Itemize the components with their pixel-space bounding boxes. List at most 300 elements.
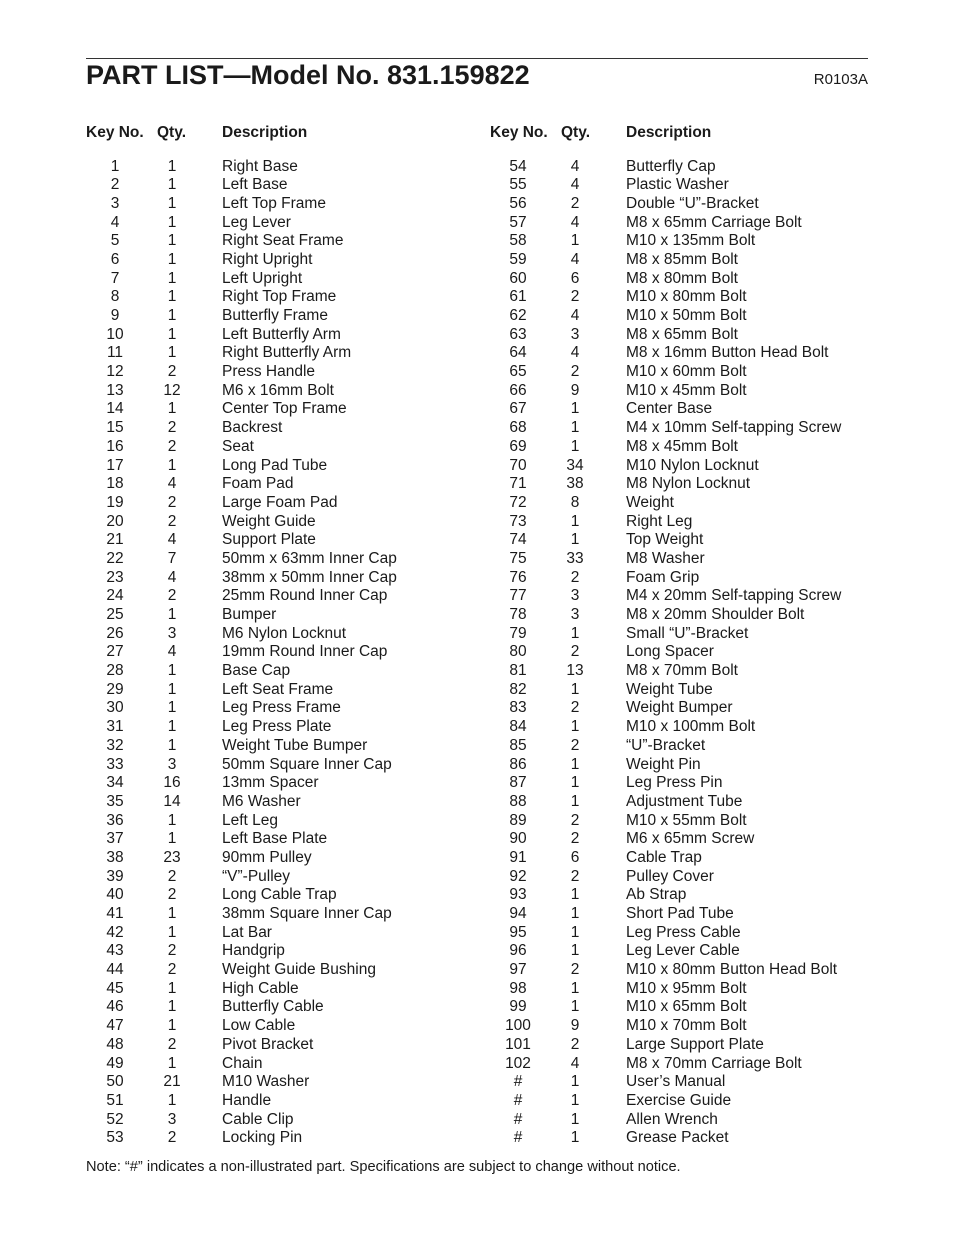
key-no-cell: 87	[509, 774, 527, 792]
table-row	[490, 363, 890, 382]
qty-cell: 1	[167, 736, 177, 754]
table-row	[490, 307, 890, 326]
key-no-cell: 90	[509, 830, 527, 848]
qty-cell: 1	[167, 213, 177, 231]
qty-cell: 14	[163, 792, 181, 810]
description-cell: M8 x 85mm Bolt	[626, 250, 738, 268]
description-cell: Long Cable Trap	[222, 886, 337, 904]
table-row	[86, 793, 486, 812]
table-row	[490, 494, 890, 513]
description-cell: 25mm Round Inner Cap	[222, 587, 388, 605]
qty-cell: 1	[167, 325, 177, 343]
qty-cell: 1	[570, 923, 580, 941]
qty-cell: 1	[570, 998, 580, 1016]
key-no-cell: 19	[106, 493, 124, 511]
qty-cell: 1	[570, 512, 580, 530]
table-row	[490, 214, 890, 233]
description-cell: M10 x 135mm Bolt	[626, 232, 756, 250]
description-cell: M10 Nylon Locknut	[626, 456, 759, 474]
table-row	[86, 419, 486, 438]
description-cell: Weight Guide Bushing	[222, 961, 376, 979]
table-row	[86, 737, 486, 756]
table-row	[86, 513, 486, 532]
description-cell: M4 x 20mm Self-tapping Screw	[626, 587, 842, 605]
description-cell: M8 x 45mm Bolt	[626, 437, 738, 455]
key-no-cell: 55	[509, 176, 527, 194]
qty-cell: 2	[167, 493, 177, 511]
table-header	[490, 124, 890, 150]
description-cell: Double “U”-Bracket	[626, 194, 759, 212]
qty-cell: 1	[167, 680, 177, 698]
table-row	[490, 288, 890, 307]
description-cell: M10 x 95mm Bolt	[626, 979, 747, 997]
description-cell: Grease Packet	[626, 1129, 729, 1147]
table-row	[490, 550, 890, 569]
description-cell: User’s Manual	[626, 1073, 726, 1091]
table-row	[86, 531, 486, 550]
description-cell: M6 Washer	[222, 792, 301, 810]
qty-cell: 1	[570, 886, 580, 904]
key-no-cell: 69	[509, 437, 527, 455]
description-cell: M8 x 20mm Shoulder Bolt	[626, 606, 805, 623]
key-no-cell: 97	[509, 961, 527, 979]
qty-cell: 1	[167, 811, 177, 829]
table-row	[490, 419, 890, 438]
key-no-cell: 32	[106, 736, 124, 754]
description-cell: Locking Pin	[222, 1129, 303, 1147]
description-cell: “U”-Bracket	[626, 736, 706, 754]
key-no-cell: 70	[509, 456, 527, 474]
key-no-cell: 44	[106, 961, 124, 979]
key-no-cell: 7	[110, 269, 120, 287]
table-row	[86, 457, 486, 476]
qty-cell: 2	[570, 288, 580, 306]
description-cell: Bumper	[222, 606, 277, 623]
table-row	[490, 531, 890, 550]
qty-cell: 1	[570, 624, 580, 642]
description-cell: M6 x 16mm Bolt	[222, 381, 334, 399]
description-cell: Right Base	[222, 157, 298, 175]
description-cell: Leg Press Frame	[222, 699, 341, 717]
table-row	[86, 886, 486, 905]
key-no-cell: 40	[106, 886, 124, 904]
table-row	[490, 382, 890, 401]
table-row	[490, 793, 890, 812]
table-row	[490, 662, 890, 681]
table-row	[86, 587, 486, 606]
table-row	[86, 643, 486, 662]
table-row	[490, 232, 890, 251]
qty-cell: 6	[570, 848, 580, 866]
table-row	[86, 176, 486, 195]
key-no-cell: 54	[509, 157, 527, 175]
table-row	[86, 980, 486, 999]
key-no-cell: 37	[106, 830, 124, 848]
description-cell: M6 Nylon Locknut	[222, 624, 347, 642]
qty-cell: 1	[570, 1091, 580, 1109]
table-row	[490, 998, 890, 1017]
table-row	[490, 737, 890, 756]
table-row	[490, 438, 890, 457]
table-row	[86, 774, 486, 793]
qty-cell: 2	[570, 961, 580, 979]
table-row	[490, 961, 890, 980]
parts-rows-left	[86, 158, 486, 1148]
key-no-cell: 20	[106, 512, 124, 530]
qty-cell: 3	[570, 606, 580, 623]
key-no-cell: 64	[509, 344, 527, 362]
table-row	[86, 214, 486, 233]
key-no-cell: 36	[106, 811, 124, 829]
description-cell: Left Top Frame	[222, 194, 326, 212]
description-cell: Short Pad Tube	[626, 905, 734, 922]
key-no-cell: 101	[505, 1035, 531, 1053]
key-no-cell: 82	[509, 680, 527, 698]
key-no-cell: 83	[509, 699, 527, 717]
table-row	[86, 1017, 486, 1036]
key-no-cell: 48	[106, 1035, 124, 1053]
table-row	[490, 625, 890, 644]
qty-cell: 2	[570, 867, 580, 885]
description-cell: M10 x 45mm Bolt	[626, 381, 747, 399]
table-row	[86, 438, 486, 457]
qty-cell: 2	[167, 1129, 177, 1147]
table-row	[86, 830, 486, 849]
table-row	[86, 998, 486, 1017]
table-row	[490, 1129, 890, 1148]
key-no-cell: 10	[106, 325, 124, 343]
qty-cell: 1	[167, 1091, 177, 1109]
qty-cell: 6	[570, 269, 580, 287]
table-row	[86, 382, 486, 401]
description-cell: Pivot Bracket	[222, 1035, 314, 1053]
description-cell: M10 x 70mm Bolt	[626, 1017, 747, 1035]
table-row	[86, 625, 486, 644]
qty-cell: 2	[570, 568, 580, 586]
key-no-cell: 24	[106, 587, 124, 605]
table-row	[490, 924, 890, 943]
key-no-cell: 85	[509, 736, 527, 754]
qty-cell: 2	[167, 886, 177, 904]
key-no-cell: 16	[106, 437, 124, 455]
description-cell: Press Handle	[222, 363, 316, 381]
qty-cell: 2	[570, 811, 580, 829]
key-no-cell: 41	[106, 905, 124, 922]
key-no-cell: 60	[509, 269, 527, 287]
description-cell: M10 x 65mm Bolt	[626, 998, 747, 1016]
qty-cell: 2	[167, 1035, 177, 1053]
key-no-cell: 17	[106, 456, 124, 474]
description-cell: Leg Press Cable	[626, 923, 741, 941]
table-row	[490, 251, 890, 270]
description-cell: Adjustment Tube	[626, 792, 743, 810]
description-cell: Ab Strap	[626, 886, 687, 904]
key-no-cell: 86	[509, 755, 527, 773]
key-no-cell: 6	[110, 250, 120, 268]
description-cell: 38mm Square Inner Cap	[222, 905, 392, 922]
key-no-cell: 42	[106, 923, 124, 941]
key-no-cell: 63	[509, 325, 527, 343]
qty-cell: 3	[570, 587, 580, 605]
key-no-cell: 95	[509, 923, 527, 941]
key-no-cell: 98	[509, 979, 527, 997]
description-cell: Large Foam Pad	[222, 493, 338, 511]
table-row	[490, 587, 890, 606]
description-cell: M10 x 50mm Bolt	[626, 307, 747, 324]
description-cell: 50mm Square Inner Cap	[222, 755, 392, 773]
table-row	[86, 195, 486, 214]
key-no-cell: 2	[110, 176, 120, 194]
description-cell: “V”-Pulley	[222, 867, 291, 885]
key-no-cell: 88	[509, 792, 527, 810]
description-cell: 38mm x 50mm Inner Cap	[222, 568, 397, 586]
qty-cell: 1	[167, 194, 177, 212]
key-no-cell: #	[513, 1091, 523, 1109]
qty-cell: 1	[570, 419, 580, 437]
key-no-cell: 71	[509, 475, 527, 493]
qty-cell: 1	[570, 774, 580, 792]
qty-cell: 1	[570, 531, 580, 549]
qty-cell: 9	[570, 381, 580, 399]
qty-cell: 13	[566, 662, 584, 680]
qty-cell: 8	[570, 493, 580, 511]
key-no-cell: 39	[106, 867, 124, 885]
description-cell: Leg Lever	[222, 213, 291, 231]
table-row	[490, 756, 890, 775]
key-no-cell: 34	[106, 774, 124, 792]
description-cell: Weight Tube Bumper	[222, 736, 368, 754]
description-cell: Exercise Guide	[626, 1091, 732, 1109]
description-cell: M8 x 80mm Bolt	[626, 269, 738, 287]
description-cell: 13mm Spacer	[222, 774, 319, 792]
table-row	[490, 400, 890, 419]
table-row	[490, 718, 890, 737]
key-no-cell: 100	[505, 1017, 531, 1035]
description-cell: M8 x 16mm Button Head Bolt	[626, 344, 829, 362]
qty-cell: 1	[570, 718, 580, 736]
qty-cell: 4	[570, 250, 580, 268]
table-row	[490, 569, 890, 588]
qty-cell: 3	[167, 755, 177, 773]
qty-cell: 1	[167, 250, 177, 268]
qty-cell: 1	[167, 998, 177, 1016]
table-row	[490, 158, 890, 177]
qty-cell: 2	[570, 194, 580, 212]
description-cell: Butterfly Cap	[626, 157, 716, 175]
qty-cell: 1	[167, 923, 177, 941]
description-cell: 19mm Round Inner Cap	[222, 643, 388, 661]
table-row	[86, 812, 486, 831]
description-cell: Center Base	[626, 400, 713, 418]
qty-cell: 1	[167, 307, 177, 324]
description-cell: 90mm Pulley	[222, 848, 312, 866]
key-no-cell: #	[513, 1073, 523, 1091]
qty-cell: 2	[167, 437, 177, 455]
key-no-cell: #	[513, 1129, 523, 1147]
qty-cell: 2	[167, 867, 177, 885]
table-row	[86, 756, 486, 775]
qty-cell: 1	[167, 288, 177, 306]
qty-cell: 1	[570, 400, 580, 418]
key-no-cell: 77	[509, 587, 527, 605]
table-row	[86, 363, 486, 382]
table-row	[86, 849, 486, 868]
description-cell: Foam Grip	[626, 568, 700, 586]
description-cell: Leg Press Plate	[222, 718, 332, 736]
description-cell: M10 x 55mm Bolt	[626, 811, 747, 829]
key-no-cell: 81	[509, 662, 527, 680]
page-title: PART LIST—Model No. 831.159822	[86, 60, 530, 90]
description-cell: High Cable	[222, 979, 299, 997]
key-no-cell: 68	[509, 419, 527, 437]
table-row	[86, 662, 486, 681]
qty-cell: 33	[566, 549, 584, 567]
description-cell: M6 x 65mm Screw	[626, 830, 755, 848]
qty-cell: 1	[167, 662, 177, 680]
key-no-cell: 18	[106, 475, 124, 493]
key-no-header: Key No.	[86, 124, 144, 141]
description-cell: Seat	[222, 437, 254, 455]
key-no-cell: 61	[509, 288, 527, 306]
description-cell: M10 Washer	[222, 1073, 310, 1091]
qty-cell: 2	[167, 363, 177, 381]
qty-cell: 2	[570, 643, 580, 661]
key-no-cell: 1	[110, 157, 120, 175]
table-row	[490, 980, 890, 999]
key-no-cell: 74	[509, 531, 527, 549]
qty-cell: 1	[570, 942, 580, 960]
table-row	[86, 288, 486, 307]
key-no-cell: 3	[110, 194, 120, 212]
description-cell: Small “U”-Bracket	[626, 624, 749, 642]
table-row	[490, 812, 890, 831]
table-row	[86, 699, 486, 718]
description-cell: Cable Trap	[626, 848, 702, 866]
key-no-cell: 58	[509, 232, 527, 250]
description-cell: Right Upright	[222, 250, 313, 268]
qty-cell: 12	[163, 381, 181, 399]
key-no-cell: 57	[509, 213, 527, 231]
table-row	[490, 942, 890, 961]
table-row	[86, 475, 486, 494]
table-row	[86, 1055, 486, 1074]
description-cell: Leg Lever Cable	[626, 942, 740, 960]
key-no-cell: 52	[106, 1110, 124, 1128]
table-row	[490, 513, 890, 532]
key-no-cell: 23	[106, 568, 124, 586]
table-row	[490, 1111, 890, 1130]
key-no-cell: #	[513, 1110, 523, 1128]
qty-cell: 2	[167, 419, 177, 437]
key-no-cell: 50	[106, 1073, 124, 1091]
table-row	[86, 961, 486, 980]
qty-cell: 2	[570, 699, 580, 717]
key-no-cell: 11	[106, 344, 124, 362]
key-no-cell: 79	[509, 624, 527, 642]
qty-cell: 4	[167, 643, 177, 661]
key-no-cell: 96	[509, 942, 527, 960]
parts-table-left	[86, 124, 486, 1147]
table-row	[490, 643, 890, 662]
description-cell: Right Butterfly Arm	[222, 344, 352, 362]
description-cell: M8 x 70mm Bolt	[626, 662, 738, 680]
key-no-cell: 26	[106, 624, 124, 642]
description-cell: Right Seat Frame	[222, 232, 344, 250]
description-cell: Top Weight	[626, 531, 704, 549]
description-cell: Left Base Plate	[222, 830, 328, 848]
description-cell: Left Base	[222, 176, 288, 194]
qty-cell: 1	[167, 905, 177, 922]
qty-cell: 1	[167, 232, 177, 250]
description-cell: M8 x 65mm Bolt	[626, 325, 738, 343]
key-no-cell: 31	[106, 718, 124, 736]
qty-cell: 4	[570, 176, 580, 194]
key-no-header: Key No.	[490, 124, 548, 141]
qty-cell: 1	[167, 269, 177, 287]
table-row	[490, 774, 890, 793]
table-row	[490, 1092, 890, 1111]
qty-cell: 4	[167, 568, 177, 586]
key-no-cell: 92	[509, 867, 527, 885]
qty-cell: 1	[570, 905, 580, 922]
qty-cell: 1	[167, 830, 177, 848]
table-row	[490, 681, 890, 700]
qty-cell: 4	[570, 213, 580, 231]
description-cell: M10 x 80mm Button Head Bolt	[626, 961, 838, 979]
table-row	[86, 1111, 486, 1130]
key-no-cell: 53	[106, 1129, 124, 1147]
qty-cell: 1	[570, 1110, 580, 1128]
description-cell: M10 x 100mm Bolt	[626, 718, 756, 736]
table-row	[490, 606, 890, 625]
description-cell: Pulley Cover	[626, 867, 714, 885]
table-row	[86, 569, 486, 588]
description-cell: Large Support Plate	[626, 1035, 764, 1053]
key-no-cell: 4	[110, 213, 120, 231]
qty-cell: 1	[167, 1017, 177, 1035]
qty-cell: 4	[167, 531, 177, 549]
description-cell: Left Upright	[222, 269, 303, 287]
table-row	[86, 494, 486, 513]
key-no-cell: 38	[106, 848, 124, 866]
key-no-cell: 15	[106, 419, 124, 437]
description-cell: Left Leg	[222, 811, 279, 829]
key-no-cell: 72	[509, 493, 527, 511]
description-cell: Leg Press Pin	[626, 774, 723, 792]
table-row	[86, 1129, 486, 1148]
qty-cell: 1	[570, 1129, 580, 1147]
key-no-cell: 9	[110, 307, 120, 324]
description-cell: M8 x 65mm Carriage Bolt	[626, 213, 802, 231]
table-row	[490, 830, 890, 849]
description-cell: Weight Tube	[626, 680, 713, 698]
qty-cell: 3	[167, 624, 177, 642]
key-no-cell: 99	[509, 998, 527, 1016]
description-cell: Right Top Frame	[222, 288, 337, 306]
key-no-cell: 102	[505, 1054, 531, 1072]
table-row	[86, 942, 486, 961]
qty-cell: 4	[570, 1054, 580, 1072]
footnote: Note: “#” indicates a non-illustrated part. Specifications are subject to change without notice.	[86, 1159, 681, 1175]
key-no-cell: 8	[110, 288, 120, 306]
key-no-cell: 56	[509, 194, 527, 212]
description-cell: Lat Bar	[222, 923, 272, 941]
qty-cell: 1	[167, 699, 177, 717]
table-header	[86, 124, 486, 150]
table-row	[86, 1073, 486, 1092]
qty-cell: 2	[570, 736, 580, 754]
key-no-cell: 91	[509, 848, 527, 866]
